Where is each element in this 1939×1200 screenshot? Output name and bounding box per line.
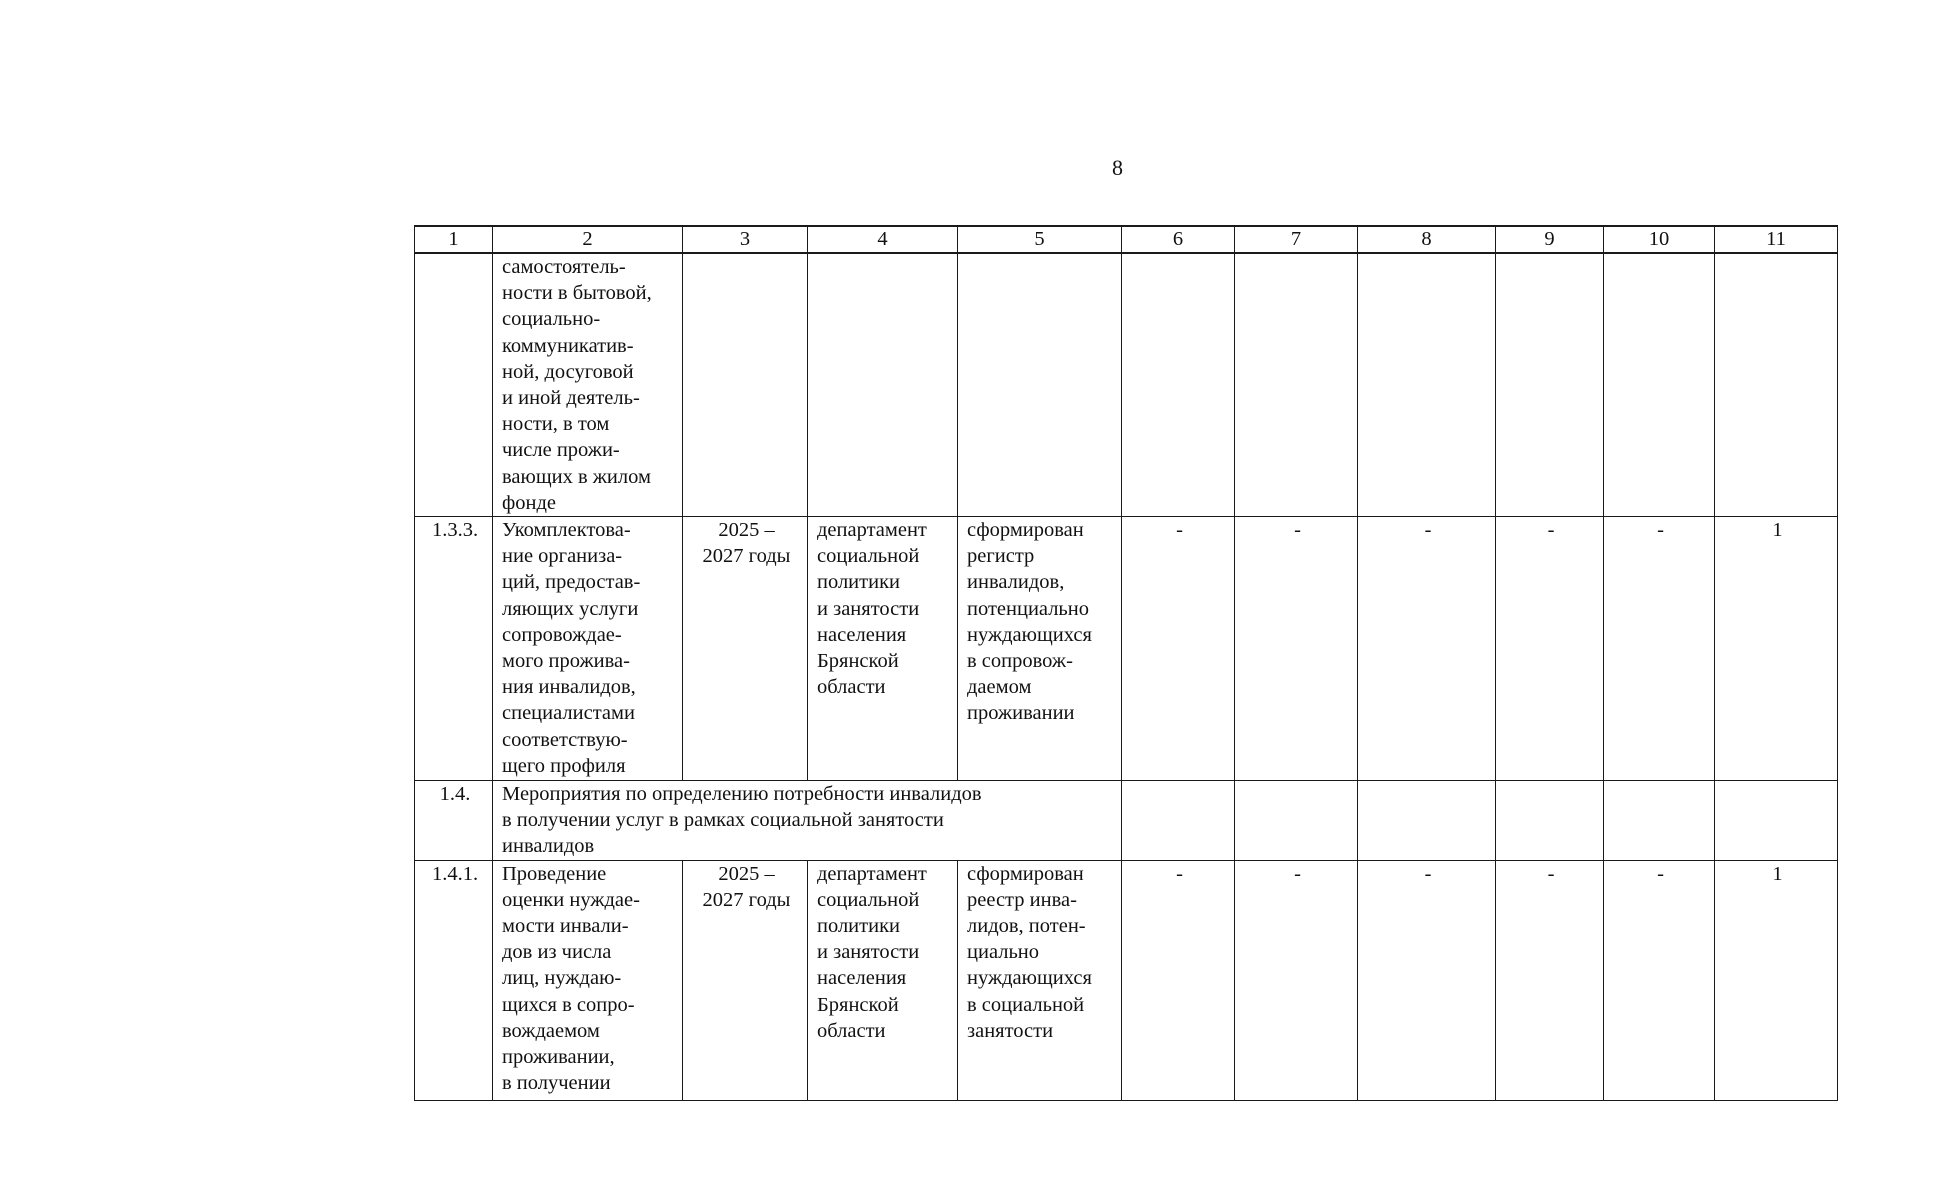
- text-line: вающих в жилом: [502, 465, 651, 488]
- value-cell-8: -: [1358, 860, 1496, 1100]
- column-header-7: 7: [1235, 226, 1358, 253]
- section-title-cell: [493, 781, 1122, 861]
- column-header-3: 3: [683, 226, 808, 253]
- text-line: департамент: [817, 862, 927, 885]
- text-line: проживании,: [502, 1046, 615, 1069]
- text-line: социально-: [502, 308, 601, 331]
- column-header-2: 2: [493, 226, 683, 253]
- text-line: проживании: [967, 702, 1075, 725]
- value-cell-10: -: [1604, 860, 1715, 1100]
- text-line: Укомплектова-: [502, 519, 631, 542]
- text-line: в получении: [502, 1072, 611, 1095]
- page-number: 8: [1112, 155, 1123, 180]
- text-line: Проведение: [502, 862, 607, 885]
- text-line: ций, предостав-: [502, 571, 641, 594]
- text-line: населения: [817, 623, 907, 646]
- row-number-cell: [415, 253, 493, 517]
- measure-name-cell: [493, 253, 683, 517]
- table-row-1-3-3: [415, 517, 1838, 781]
- value-cell-7: -: [1235, 517, 1358, 781]
- text-line: ной, досуговой: [502, 360, 634, 383]
- value-cell-9: -: [1496, 517, 1604, 781]
- value-cell-11: [1715, 253, 1838, 517]
- value-cell-8: [1358, 781, 1496, 861]
- text-line: ности, в том: [502, 413, 610, 436]
- text-line: потенциально: [967, 597, 1089, 620]
- text-line: инвалидов,: [967, 571, 1065, 594]
- value-cell-11: 1: [1715, 860, 1838, 1100]
- row-number-cell: 1.4.1.: [415, 860, 493, 1100]
- value-cell-6: [1122, 781, 1235, 861]
- column-header-1: 1: [415, 226, 493, 253]
- text-line: и занятости: [817, 597, 920, 620]
- result-cell: [958, 860, 1122, 1100]
- text-line: в сопровож-: [967, 650, 1073, 673]
- value-cell-10: [1604, 253, 1715, 517]
- text-line: в получении услуг в рамках социальной занятости: [502, 809, 944, 832]
- measure-name-cell: [493, 860, 683, 1100]
- text-line: соответствую-: [502, 728, 628, 751]
- value-cell-11: 1: [1715, 517, 1838, 781]
- table-row-1-4: [415, 781, 1838, 861]
- text-line: ние организа-: [502, 545, 623, 568]
- value-cell-7: -: [1235, 860, 1358, 1100]
- text-line: ности в бытовой,: [502, 282, 652, 305]
- text-line: социальной: [817, 888, 920, 911]
- column-header-4: 4: [808, 226, 958, 253]
- row-number-cell: 1.4.: [415, 781, 493, 861]
- text-line: и занятости: [817, 941, 920, 964]
- value-cell-9: [1496, 781, 1604, 861]
- text-line: политики: [817, 915, 901, 938]
- text-line: щихся в сопро-: [502, 993, 635, 1016]
- text-line: лиц, нуждаю-: [502, 967, 622, 990]
- text-line: 2027 годы: [702, 888, 791, 911]
- text-line: Брянской: [817, 993, 899, 1016]
- text-line: реестр инва-: [967, 888, 1077, 911]
- text-line: дов из числа: [502, 941, 612, 964]
- table-row-continuation: [415, 253, 1838, 517]
- text-line: департамент: [817, 519, 927, 542]
- result-cell: [958, 253, 1122, 517]
- measure-name-cell: [493, 517, 683, 781]
- period-cell: [683, 517, 808, 781]
- text-line: социальной: [817, 545, 920, 568]
- text-line: 2027 годы: [702, 545, 791, 568]
- text-line: циально: [967, 941, 1040, 964]
- value-cell-8: -: [1358, 517, 1496, 781]
- text-line: мого прожива-: [502, 650, 630, 673]
- executor-cell: [808, 517, 958, 781]
- text-line: мости инвали-: [502, 915, 629, 938]
- text-line: политики: [817, 571, 901, 594]
- column-header-8: 8: [1358, 226, 1496, 253]
- text-line: фонде: [502, 491, 557, 514]
- value-cell-7: [1235, 253, 1358, 517]
- text-line: Мероприятия по определению потребности инвалидов: [502, 783, 982, 806]
- text-line: нуждающихся: [967, 967, 1092, 990]
- column-number-header-row: [415, 226, 1838, 253]
- value-cell-10: -: [1604, 517, 1715, 781]
- text-line: числе прожи-: [502, 439, 620, 462]
- text-line: сопровождае-: [502, 623, 622, 646]
- measures-table: [414, 225, 1838, 1101]
- text-line: лидов, потен-: [967, 915, 1086, 938]
- value-cell-8: [1358, 253, 1496, 517]
- text-line: оценки нуждае-: [502, 888, 640, 911]
- executor-cell: [808, 253, 958, 517]
- text-line: сформирован: [967, 519, 1084, 542]
- value-cell-11: [1715, 781, 1838, 861]
- period-cell: [683, 253, 808, 517]
- value-cell-7: [1235, 781, 1358, 861]
- text-line: щего профиля: [502, 754, 626, 777]
- column-header-6: 6: [1122, 226, 1235, 253]
- text-line: регистр: [967, 545, 1035, 568]
- row-number-cell: 1.3.3.: [415, 517, 493, 781]
- text-line: даемом: [967, 676, 1032, 699]
- value-cell-9: -: [1496, 860, 1604, 1100]
- text-line: 2025 –: [718, 862, 775, 885]
- column-header-11: 11: [1715, 226, 1838, 253]
- value-cell-9: [1496, 253, 1604, 517]
- column-header-10: 10: [1604, 226, 1715, 253]
- value-cell-6: [1122, 253, 1235, 517]
- text-line: ния инвалидов,: [502, 676, 636, 699]
- text-line: самостоятель-: [502, 256, 626, 278]
- text-line: населения: [817, 967, 907, 990]
- text-line: нуждающихся: [967, 623, 1092, 646]
- text-line: вождаемом: [502, 1019, 600, 1042]
- column-header-5: 5: [958, 226, 1122, 253]
- text-line: ляющих услуги: [502, 597, 639, 620]
- value-cell-6: -: [1122, 517, 1235, 781]
- value-cell-6: -: [1122, 860, 1235, 1100]
- executor-cell: [808, 860, 958, 1100]
- text-line: специалистами: [502, 702, 635, 725]
- text-line: инвалидов: [502, 835, 595, 858]
- text-line: Брянской: [817, 650, 899, 673]
- text-line: и иной деятель-: [502, 387, 640, 410]
- text-line: коммуникатив-: [502, 334, 634, 357]
- text-line: области: [817, 1019, 886, 1042]
- text-line: сформирован: [967, 862, 1084, 885]
- result-cell: [958, 517, 1122, 781]
- table-row-1-4-1: [415, 860, 1838, 1100]
- period-cell: [683, 860, 808, 1100]
- text-line: 2025 –: [718, 519, 775, 542]
- column-header-9: 9: [1496, 226, 1604, 253]
- text-line: области: [817, 676, 886, 699]
- text-line: в социальной: [967, 993, 1085, 1016]
- value-cell-10: [1604, 781, 1715, 861]
- text-line: занятости: [967, 1019, 1054, 1042]
